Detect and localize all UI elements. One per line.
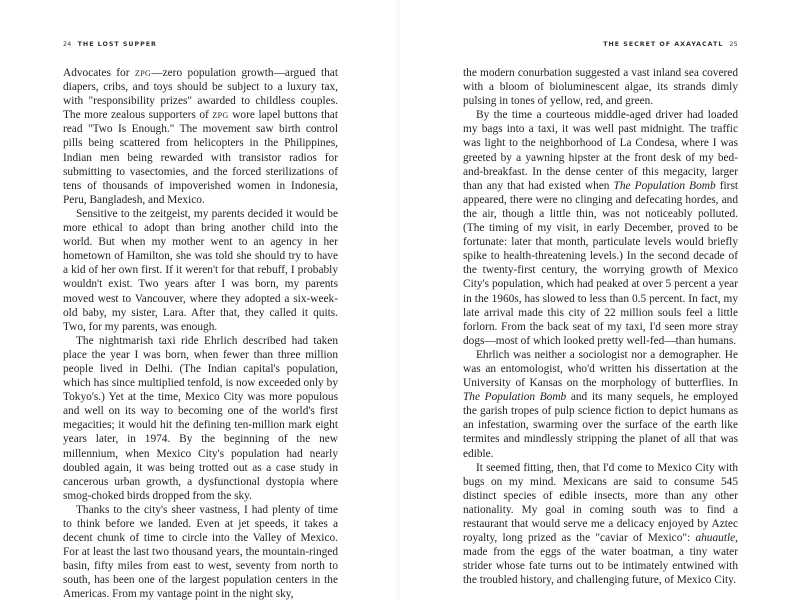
text-run: It seemed fitting, then, that I'd come to Mexico City with bugs on my mind. Mexicans are said to consume 545 distinct species of edible insects, more than any other nationality. My goal in coming south was to find a restaurant that would serve me a delicacy enjoyed by Aztec royalty, long prized as the "caviar of Mexico": [463,461,738,545]
right-page [400,0,800,600]
paragraph [63,207,338,334]
page-number: 25 [729,41,738,48]
text-run: —zero population growth—argued that diapers, cribs, and toys should be subject to a luxury tax, with "responsibility prizes" awarded to childless couples. The more zealous supporters of [63,67,338,122]
text-run: Ehrlich was neither a sociologist nor a demographer. He was an entomologist, who'd written his dissertation at the University of Kansas on the morphology of butterflies. In [463,348,738,390]
text-run: first appeared, there were no clinging and defecating hordes, and the air, though a little thin, was not noticeably polluted. (The timing of my visit, in early December, proved to be fortunate: later that month, particulate levels would briefly spike to health-threatening levels.) In the second decade of the twenty-first century, the worrying growth of Mexico City's population, which had peaked at over 5 percent a year in the 1960s, has slowed to less than 0.5 percent. In fact, my late arrival made this city of 22 million souls feel a little forlorn. From the back seat of my taxi, I'd seen more stray dogs—most of which looked pretty well-fed—than humans. [463,179,739,347]
right-body-text [463,66,738,587]
text-run: the modern conurbation suggested a vast inland sea covered with a bloom of bioluminescent algae, its strands dimly pulsing in tones of yellow, red, and green. [463,67,738,108]
text-run: and its many sequels, he employed the garish tropes of pulp science fiction to depict humans as an infestation, swarming over the surface of the earth like termites and mindlessly stripping the planet of all that was edible. [463,391,738,460]
text-run: By the time a courteous middle-aged driver had loaded my bags into a taxi, it was well past midnight. The traffic was light to the neighborhood of La Condesa, where I was greeted by a yawning hipster at the front desk of my bed-and-breakfast. In the dense center of this megacity, larger than any that had existed when [463,109,738,192]
gutter-shadow [392,0,400,600]
text-run: Thanks to the city's sheer vastness, I had plenty of time to think before we landed. Even at jet speeds, it takes a decent chunk of time to circle into the Valley of Mexico. For at least the last two thousand years, the mountain-ringed basin, fifty miles from east to west, seventy from north to south, has been one of the largest population centers in the Americas. From my vantage point in the night sky, [63,503,338,601]
text-run: The nightmarish taxi ride Ehrlich described had taken place the year I was born, when fewer than three million people lived in Delhi. (The Indian capital's population, which has since multiplied tenfold, is now exceeded only by Tokyo's.) Yet at the time, Mexico City was more populous and well on its way to becoming one of the world's first megacities; it would hit the defining ten-million mark eight years later, in 1974. By the beginning of the new millennium, when Mexico City's population had nearly doubled again, it was being trotted out as a case study in cancerous urban growth, a dysfunctional dystopia where smog-choked birds dropped from the sky. [63,334,338,502]
paragraph [463,461,738,588]
paragraph [463,108,738,348]
italic-title: ahuautle [695,532,736,545]
text-run: wore lapel buttons that read "Two Is Enough." The movement saw birth control pills being scattered from helicopters in the Philippines, Indian men being rewarded with transistor radios for submitting to vasectomies, and the forced sterilizations of tens of thousands of impoverished women in Indonesia, Peru, Bangladesh, and Mexico. [63,109,338,206]
left-page [0,0,400,600]
small-caps-abbreviation: zpg [212,109,229,122]
paragraph [63,334,338,503]
left-running-head [63,41,157,48]
italic-title: The Population Bomb [463,391,567,404]
paragraph [63,503,338,602]
text-run: , made from the eggs of the water boatman, a tiny water strider whose fate turns out to be intimately entwined with the troubled history, and challenging future, of Mexico City. [463,532,738,587]
text-run: Sensitive to the zeitgeist, my parents decided it would be more ethical to adopt than bring another child into the world. But when my mother went to an agency in her hometown of Hamilton, she was told she should try to have a kid of her own first. If it weren't for that rebuff, I probably wouldn't exist. Two years after I was born, my parents moved west to Vancouver, where they adopted a six-week-old baby, my sister, Lara. After that, they called it quits. Two, for my parents, was enough. [63,207,338,333]
paragraph [63,66,338,207]
paragraph [463,348,738,461]
book-title: THE LOST SUPPER [77,41,157,48]
left-body-text [63,66,338,602]
page-number: 24 [63,41,72,48]
paragraph [463,66,738,108]
chapter-title: THE SECRET OF AXAYACATL [603,41,724,48]
text-run: Advocates for [63,67,135,79]
small-caps-abbreviation: zpg [134,67,152,79]
right-running-head [603,41,738,48]
italic-title: The Population Bomb [613,179,716,192]
